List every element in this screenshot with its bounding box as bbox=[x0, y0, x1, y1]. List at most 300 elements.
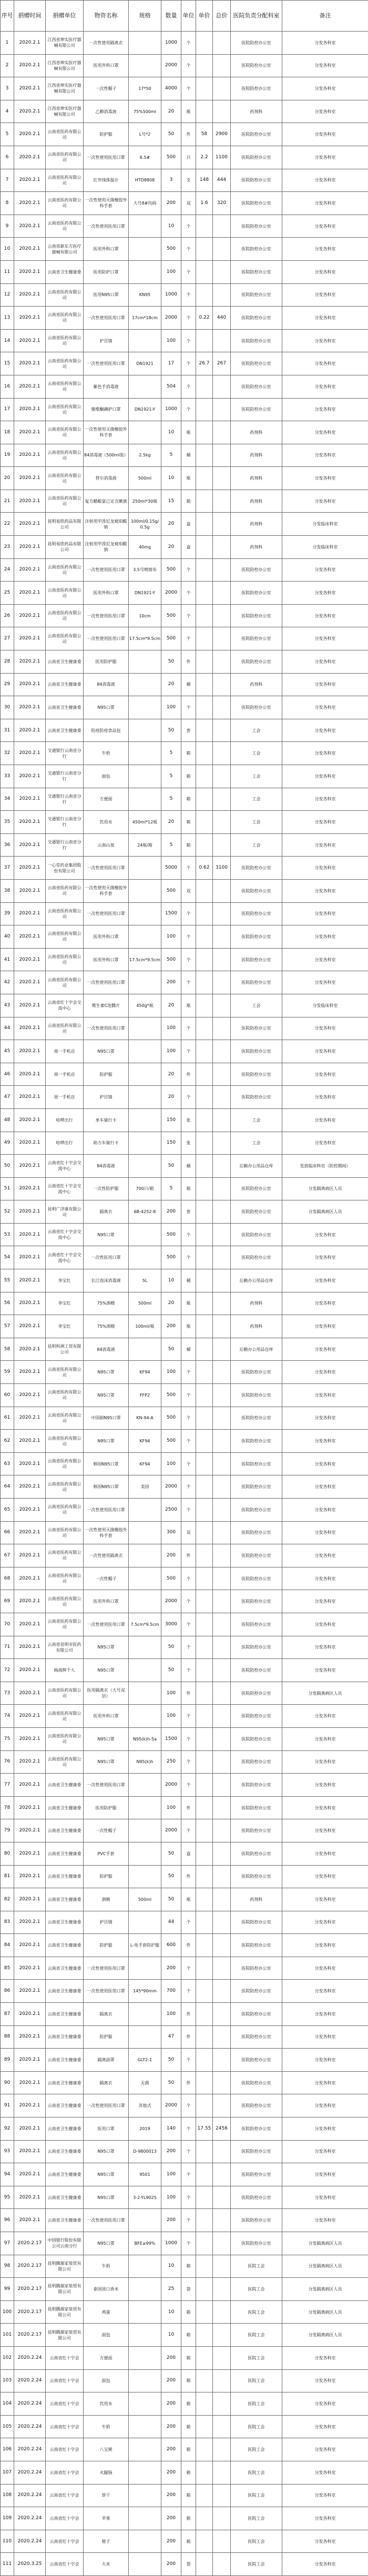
cell-remarks: 分发各科室 bbox=[282, 971, 368, 994]
cell-date: 2020.2.1 bbox=[14, 2163, 46, 2186]
cell-donor: 云南省卫生健康委 bbox=[46, 2117, 84, 2141]
table-row bbox=[1, 1338, 368, 1361]
cell-donor: 云南省医药有限公司 bbox=[46, 925, 84, 949]
cell-remarks: 分发各科室 bbox=[282, 260, 368, 283]
cell-quantity: 2000 bbox=[161, 1819, 181, 1842]
cell-unit: 个 bbox=[181, 1086, 196, 1109]
cell-unit-price bbox=[196, 1613, 213, 1636]
cell-item: 鸡蛋 bbox=[84, 2300, 129, 2324]
cell-department: 医院防控办公室 bbox=[231, 1865, 282, 1888]
cell-total bbox=[213, 1911, 231, 1934]
cell-date: 2020.2.1 bbox=[14, 2140, 46, 2163]
cell-unit-price bbox=[196, 2392, 213, 2416]
cell-date: 2020.2.1 bbox=[14, 948, 46, 971]
cell-unit-price bbox=[196, 1200, 213, 1224]
cell-date: 2020.2.1 bbox=[14, 238, 46, 261]
cell-unit: 盒 bbox=[181, 1842, 196, 1865]
cell-spec bbox=[129, 1040, 161, 1063]
cell-index: 32 bbox=[1, 742, 14, 765]
cell-date: 2020.2.1 bbox=[14, 1407, 46, 1430]
table-row bbox=[1, 558, 368, 582]
cell-department: 医院防控办公室 bbox=[231, 398, 282, 421]
cell-index: 74 bbox=[1, 1705, 14, 1728]
header-date: 捐赠时间 bbox=[14, 1, 46, 32]
cell-department: 医院防控办公室 bbox=[231, 1980, 282, 2003]
cell-spec: 24瓶/箱 bbox=[129, 833, 161, 857]
cell-date: 2020.2.24 bbox=[14, 2530, 46, 2553]
cell-index: 23 bbox=[1, 536, 14, 559]
cell-unit: 个 bbox=[181, 215, 196, 238]
table-row bbox=[1, 1590, 368, 1613]
cell-index: 25 bbox=[1, 582, 14, 605]
cell-date: 2020.2.1 bbox=[14, 2025, 46, 2049]
cell-remarks: 分发各科室 bbox=[282, 54, 368, 77]
cell-total bbox=[213, 1384, 231, 1407]
cell-quantity: 17 bbox=[161, 352, 181, 375]
cell-unit: 张 bbox=[181, 1108, 196, 1132]
cell-spec bbox=[129, 260, 161, 283]
cell-spec: 6.5# bbox=[129, 146, 161, 169]
cell-remarks: 分发各科室 bbox=[282, 329, 368, 352]
cell-unit: 箱 bbox=[181, 811, 196, 834]
cell-spec: 17cm*18cm bbox=[129, 307, 161, 330]
cell-unit: 瓶 bbox=[181, 100, 196, 123]
cell-date: 2020.2.24 bbox=[14, 2461, 46, 2484]
cell-donor: 李宝红 bbox=[46, 1315, 84, 1338]
table-row bbox=[1, 1223, 368, 1246]
cell-total bbox=[213, 1934, 231, 1957]
cell-department: 医院防控办公室 bbox=[231, 1361, 282, 1384]
cell-unit: 箱 bbox=[181, 2530, 196, 2553]
cell-date: 2020.2.1 bbox=[14, 902, 46, 925]
cell-index: 57 bbox=[1, 1315, 14, 1338]
table-row bbox=[1, 1430, 368, 1453]
cell-quantity: 200 bbox=[161, 971, 181, 994]
cell-remarks: 分发各科室 bbox=[282, 811, 368, 834]
cell-department: 医院防控办公室 bbox=[231, 1774, 282, 1797]
cell-remarks: 分发隔离病区人员 bbox=[282, 1200, 368, 1224]
table-row bbox=[1, 1980, 368, 2003]
cell-item: 隔离衣 bbox=[84, 2003, 129, 2026]
table-row bbox=[1, 2049, 368, 2072]
cell-date: 2020.2.1 bbox=[14, 582, 46, 605]
cell-unit: 只 bbox=[181, 146, 196, 169]
cell-date: 2020.2.17 bbox=[14, 2232, 46, 2255]
cell-department: 医院防控办公室 bbox=[231, 2003, 282, 2026]
cell-index: 63 bbox=[1, 1452, 14, 1475]
cell-date: 2020.2.1 bbox=[14, 673, 46, 696]
cell-total bbox=[213, 2255, 231, 2278]
cell-unit-price: 2.2 bbox=[196, 146, 213, 169]
cell-unit: 件 bbox=[181, 1063, 196, 1086]
cell-donor: 江西省坤实医疗器械有限公司 bbox=[46, 32, 84, 55]
cell-donor: 云南省医药有限公司 bbox=[46, 1613, 84, 1636]
table-row bbox=[1, 719, 368, 742]
cell-donor: 云南省医药有限公司 bbox=[46, 902, 84, 925]
cell-remarks: 分发各科室 bbox=[282, 650, 368, 674]
cell-quantity: 150 bbox=[161, 1108, 181, 1132]
cell-spec bbox=[129, 2025, 161, 2049]
cell-unit-price bbox=[196, 948, 213, 971]
cell-total bbox=[213, 2049, 231, 2072]
cell-quantity: 100 bbox=[161, 2003, 181, 2026]
cell-index: 76 bbox=[1, 1750, 14, 1774]
cell-index: 30 bbox=[1, 696, 14, 719]
cell-total bbox=[213, 2324, 231, 2347]
cell-unit-price bbox=[196, 1223, 213, 1246]
cell-total bbox=[213, 1682, 231, 1705]
cell-quantity: 200 bbox=[161, 2346, 181, 2369]
cell-index: 5 bbox=[1, 123, 14, 146]
cell-index: 107 bbox=[1, 2461, 14, 2484]
cell-date: 2020.2.1 bbox=[14, 1292, 46, 1315]
cell-index: 86 bbox=[1, 1980, 14, 2003]
cell-index: 90 bbox=[1, 2071, 14, 2094]
cell-date: 2020.2.1 bbox=[14, 421, 46, 444]
cell-unit-price bbox=[196, 833, 213, 857]
cell-quantity: 100 bbox=[161, 260, 181, 283]
cell-date: 2020.2.1 bbox=[14, 329, 46, 352]
cell-donor: 云南省医药有限公司 bbox=[46, 604, 84, 627]
cell-department: 医院防控办公室 bbox=[231, 1957, 282, 1980]
cell-department: 医院防控办公室 bbox=[231, 857, 282, 880]
cell-donor: 云南省医药有限公司 bbox=[46, 879, 84, 902]
cell-total bbox=[213, 1888, 231, 1911]
cell-item: 橙子 bbox=[84, 2530, 129, 2553]
cell-unit-price bbox=[196, 375, 213, 398]
cell-spec bbox=[129, 1063, 161, 1086]
cell-date: 2020.2.1 bbox=[14, 375, 46, 398]
cell-total bbox=[213, 1177, 231, 1200]
cell-remarks: 分发各科室 bbox=[282, 2071, 368, 2094]
cell-unit-price bbox=[196, 1246, 213, 1269]
cell-unit-price bbox=[196, 2507, 213, 2530]
cell-item: 隔离面罩 bbox=[84, 2049, 129, 2072]
cell-index: 14 bbox=[1, 329, 14, 352]
cell-department: 医院防控办公室 bbox=[231, 2232, 282, 2255]
cell-donor: 云南省红十字会 bbox=[46, 2346, 84, 2369]
cell-date: 2020.2.1 bbox=[14, 604, 46, 627]
cell-department: 医院防控办公室 bbox=[231, 1040, 282, 1063]
cell-unit: 个 bbox=[181, 902, 196, 925]
cell-spec: 17.5cm*9.5cm bbox=[129, 627, 161, 650]
cell-quantity: 100 bbox=[161, 2163, 181, 2186]
table-row bbox=[1, 1499, 368, 1522]
cell-spec bbox=[129, 1338, 161, 1361]
cell-index: 18 bbox=[1, 421, 14, 444]
cell-unit-price bbox=[196, 329, 213, 352]
cell-item: 一次性使用医用口罩 bbox=[84, 307, 129, 330]
cell-spec bbox=[129, 2415, 161, 2438]
cell-remarks: 分发各科室 bbox=[282, 1292, 368, 1315]
cell-total bbox=[213, 627, 231, 650]
table-row bbox=[1, 765, 368, 788]
cell-spec bbox=[129, 1774, 161, 1797]
cell-item: 维生素C泡腾片 bbox=[84, 994, 129, 1017]
cell-date: 2020.2.1 bbox=[14, 1361, 46, 1384]
cell-unit: 盒 bbox=[181, 536, 196, 559]
cell-unit: 箱 bbox=[181, 2346, 196, 2369]
cell-donor: 云南省卫生健康委 bbox=[46, 1796, 84, 1819]
cell-index: 12 bbox=[1, 283, 14, 307]
cell-donor: 云南省卫生健康委 bbox=[46, 1842, 84, 1865]
cell-donor: 李宝红 bbox=[46, 1269, 84, 1292]
cell-date: 2020.2.1 bbox=[14, 696, 46, 719]
cell-unit: 桶 bbox=[181, 1338, 196, 1361]
cell-department: 药剂科 bbox=[231, 1888, 282, 1911]
cell-item: 面包 bbox=[84, 2324, 129, 2347]
table-row bbox=[1, 260, 368, 283]
cell-spec: N95(k)h-5a bbox=[129, 1727, 161, 1750]
cell-index: 101 bbox=[1, 2324, 14, 2347]
cell-date: 2020.2.1 bbox=[14, 994, 46, 1017]
cell-spec bbox=[129, 1521, 161, 1544]
table-row bbox=[1, 1155, 368, 1178]
cell-total bbox=[213, 1452, 231, 1475]
cell-unit: 箱 bbox=[181, 2461, 196, 2484]
cell-date: 2020.2.17 bbox=[14, 2278, 46, 2301]
cell-spec: BFE≥99% bbox=[129, 2232, 161, 2255]
cell-index: 28 bbox=[1, 650, 14, 674]
cell-unit: 箱 bbox=[181, 2484, 196, 2507]
cell-total bbox=[213, 2232, 231, 2255]
table-row bbox=[1, 1292, 368, 1315]
cell-unit-price bbox=[196, 2553, 213, 2576]
cell-unit-price bbox=[196, 77, 213, 100]
cell-item: N95口罩 bbox=[84, 696, 129, 719]
cell-date: 2020.2.1 bbox=[14, 742, 46, 765]
cell-donor: 周一手机店 bbox=[46, 1063, 84, 1086]
cell-total bbox=[213, 2094, 231, 2117]
cell-index: 11 bbox=[1, 260, 14, 283]
cell-donor: 云南省医药有限公司 bbox=[46, 948, 84, 971]
cell-quantity: 250 bbox=[161, 1750, 181, 1774]
cell-quantity: 200 bbox=[161, 1544, 181, 1567]
cell-remarks: 分发各科室 bbox=[282, 1911, 368, 1934]
cell-spec bbox=[129, 857, 161, 880]
cell-department: 医院防控办公室 bbox=[231, 1017, 282, 1040]
cell-total bbox=[213, 1361, 231, 1384]
cell-total bbox=[213, 329, 231, 352]
cell-index: 2 bbox=[1, 54, 14, 77]
cell-unit: 件 bbox=[181, 123, 196, 146]
cell-total bbox=[213, 1819, 231, 1842]
cell-total bbox=[213, 2071, 231, 2094]
cell-index: 10 bbox=[1, 238, 14, 261]
table-row bbox=[1, 1063, 368, 1086]
cell-department: 医院防控办公室 bbox=[231, 1063, 282, 1086]
cell-unit-price bbox=[196, 1888, 213, 1911]
cell-quantity: 50 bbox=[161, 1659, 181, 1682]
cell-index: 77 bbox=[1, 1774, 14, 1797]
cell-date: 2020.2.1 bbox=[14, 1705, 46, 1728]
table-row bbox=[1, 146, 368, 169]
cell-total bbox=[213, 1155, 231, 1178]
cell-quantity: 4000 bbox=[161, 77, 181, 100]
cell-index: 75 bbox=[1, 1727, 14, 1750]
cell-total bbox=[213, 1636, 231, 1659]
cell-donor: 江西省坤实医疗器械有限公司 bbox=[46, 54, 84, 77]
cell-donor: 云南省昆明市医药有限公司 bbox=[46, 1636, 84, 1659]
cell-remarks: 分发临床科室 bbox=[282, 536, 368, 559]
cell-remarks: 分发各科室 bbox=[282, 1430, 368, 1453]
cell-donor: 云南省医药有限公司 bbox=[46, 582, 84, 605]
cell-total bbox=[213, 2278, 231, 2301]
cell-donor: 昆明腾源家装贸有限公司 bbox=[46, 2255, 84, 2278]
cell-item: 防疫防疫食品包 bbox=[84, 719, 129, 742]
cell-total bbox=[213, 215, 231, 238]
cell-department: 工会 bbox=[231, 742, 282, 765]
cell-quantity: 50 bbox=[161, 719, 181, 742]
cell-donor: 云南省红十字会 bbox=[46, 2438, 84, 2461]
cell-donor: 云南省卫生健康委 bbox=[46, 650, 84, 674]
cell-quantity: 150 bbox=[161, 1132, 181, 1155]
cell-index: 1 bbox=[1, 32, 14, 55]
cell-department: 医院防控办公室 bbox=[231, 948, 282, 971]
cell-donor: 云南省卫生健康委 bbox=[46, 1774, 84, 1797]
cell-date: 2020.2.1 bbox=[14, 833, 46, 857]
cell-index: 70 bbox=[1, 1613, 14, 1636]
cell-donor: 云南省卫生健康委 bbox=[46, 2049, 84, 2072]
cell-index: 109 bbox=[1, 2507, 14, 2530]
cell-item: 一次性使用医用口罩 bbox=[84, 1017, 129, 1040]
cell-unit-price bbox=[196, 696, 213, 719]
cell-item: 一次性使用医用口罩 bbox=[84, 604, 129, 627]
cell-quantity: 10 bbox=[161, 467, 181, 490]
cell-remarks: 分发隔离病区人员 bbox=[282, 1682, 368, 1705]
cell-remarks: 分发各科室 bbox=[282, 833, 368, 857]
cell-unit: 个 bbox=[181, 1361, 196, 1384]
cell-remarks: 分发各科室 bbox=[282, 352, 368, 375]
cell-donor: 云南省医药有限公司 bbox=[46, 1384, 84, 1407]
cell-quantity: 50 bbox=[161, 1636, 181, 1659]
cell-remarks: 分发各科室 bbox=[282, 467, 368, 490]
cell-total bbox=[213, 1407, 231, 1430]
cell-donor: 交通银行云南省分行 bbox=[46, 765, 84, 788]
cell-unit-price bbox=[196, 2049, 213, 2072]
cell-remarks: 分发各科室 bbox=[282, 77, 368, 100]
cell-date: 2020.2.1 bbox=[14, 1063, 46, 1086]
cell-quantity: 504 bbox=[161, 375, 181, 398]
cell-date: 2020.2.1 bbox=[14, 1934, 46, 1957]
cell-unit: 个 bbox=[181, 1727, 196, 1750]
cell-donor: 云南省医药有限公司 bbox=[46, 123, 84, 146]
cell-unit: 个 bbox=[181, 1407, 196, 1430]
cell-spec bbox=[129, 1155, 161, 1178]
cell-date: 2020.2.1 bbox=[14, 1200, 46, 1224]
cell-unit-price bbox=[196, 2025, 213, 2049]
cell-total: 2900 bbox=[213, 123, 231, 146]
cell-department: 医院防控办公室 bbox=[231, 1590, 282, 1613]
cell-date: 2020.2.1 bbox=[14, 536, 46, 559]
cell-donor: 云南省卫生健康委 bbox=[46, 2025, 84, 2049]
cell-unit: 个 bbox=[181, 307, 196, 330]
cell-spec bbox=[129, 2438, 161, 2461]
cell-date: 2020.2.1 bbox=[14, 1865, 46, 1888]
cell-unit: 个 bbox=[181, 238, 196, 261]
cell-remarks: 分发各科室 bbox=[282, 2140, 368, 2163]
cell-quantity: 20 bbox=[161, 100, 181, 123]
cell-remarks: 分发各科室 bbox=[282, 879, 368, 902]
cell-donor: 昆明易欣药品有限公司 bbox=[46, 513, 84, 536]
cell-item: 牛奶 bbox=[84, 2255, 129, 2278]
cell-date: 2020.2.1 bbox=[14, 1682, 46, 1705]
table-row bbox=[1, 2071, 368, 2094]
cell-spec: 450ml*12瓶 bbox=[129, 811, 161, 834]
cell-quantity: 3 bbox=[161, 169, 181, 192]
cell-unit-price bbox=[196, 811, 213, 834]
table-row bbox=[1, 329, 368, 352]
cell-date: 2020.2.1 bbox=[14, 627, 46, 650]
cell-unit: 支 bbox=[181, 169, 196, 192]
cell-unit-price bbox=[196, 2094, 213, 2117]
cell-unit-price bbox=[196, 2484, 213, 2507]
cell-donor: 昆明易欣药品有限公司 bbox=[46, 536, 84, 559]
cell-remarks: 分发各科室 bbox=[282, 604, 368, 627]
cell-unit: 桶 bbox=[181, 444, 196, 467]
cell-donor: 云南省红十字会交流中心 bbox=[46, 1223, 84, 1246]
cell-date: 2020.2.1 bbox=[14, 2094, 46, 2117]
cell-unit-price bbox=[196, 260, 213, 283]
table-row bbox=[1, 238, 368, 261]
cell-unit: 个 bbox=[181, 948, 196, 971]
cell-unit: 个 bbox=[181, 1430, 196, 1453]
table-row bbox=[1, 2209, 368, 2232]
cell-unit: 个 bbox=[181, 1017, 196, 1040]
cell-remarks: 分发各科室 bbox=[282, 1957, 368, 1980]
cell-quantity: 2000 bbox=[161, 582, 181, 605]
cell-total bbox=[213, 2186, 231, 2209]
cell-department: 工会 bbox=[231, 788, 282, 811]
cell-date: 2020.2.24 bbox=[14, 2392, 46, 2416]
cell-index: 88 bbox=[1, 2025, 14, 2049]
cell-unit: 个 bbox=[181, 925, 196, 949]
table-row bbox=[1, 1865, 368, 1888]
cell-unit-price bbox=[196, 2186, 213, 2209]
cell-spec: 10cm bbox=[129, 604, 161, 627]
cell-remarks: 分发各科室 bbox=[282, 1590, 368, 1613]
cell-unit: 箱 bbox=[181, 833, 196, 857]
cell-quantity: 2500 bbox=[161, 1499, 181, 1522]
cell-date: 2020.2.1 bbox=[14, 444, 46, 467]
cell-item: 一次性使用医用口罩 bbox=[84, 902, 129, 925]
cell-total bbox=[213, 2461, 231, 2484]
table-row bbox=[1, 100, 368, 123]
cell-item: 乙醇消毒液 bbox=[84, 100, 129, 123]
cell-unit-price bbox=[196, 215, 213, 238]
cell-item: 75%酒精 bbox=[84, 1315, 129, 1338]
cell-spec: 3-2-YL9025 bbox=[129, 2186, 161, 2209]
cell-donor: 云南省卫生健康委 bbox=[46, 1865, 84, 1888]
table-row bbox=[1, 1796, 368, 1819]
cell-department: 医院防控办公室 bbox=[231, 696, 282, 719]
cell-quantity: 5 bbox=[161, 444, 181, 467]
cell-index: 27 bbox=[1, 627, 14, 650]
cell-item: 单车骑行卡 bbox=[84, 1108, 129, 1132]
cell-quantity: 1000 bbox=[161, 32, 181, 55]
cell-quantity: 200 bbox=[161, 1957, 181, 1980]
cell-date: 2020.2.24 bbox=[14, 2369, 46, 2392]
cell-unit-price bbox=[196, 1819, 213, 1842]
header-row bbox=[1, 1, 368, 32]
table-row bbox=[1, 1452, 368, 1475]
cell-remarks: 分发各科室 bbox=[282, 2163, 368, 2186]
cell-donor: 云南省卫生健康委 bbox=[46, 696, 84, 719]
cell-total bbox=[213, 1590, 231, 1613]
cell-unit: 瓶 bbox=[181, 1292, 196, 1315]
cell-item: 一次性帽子 bbox=[84, 1819, 129, 1842]
cell-spec bbox=[129, 1017, 161, 1040]
